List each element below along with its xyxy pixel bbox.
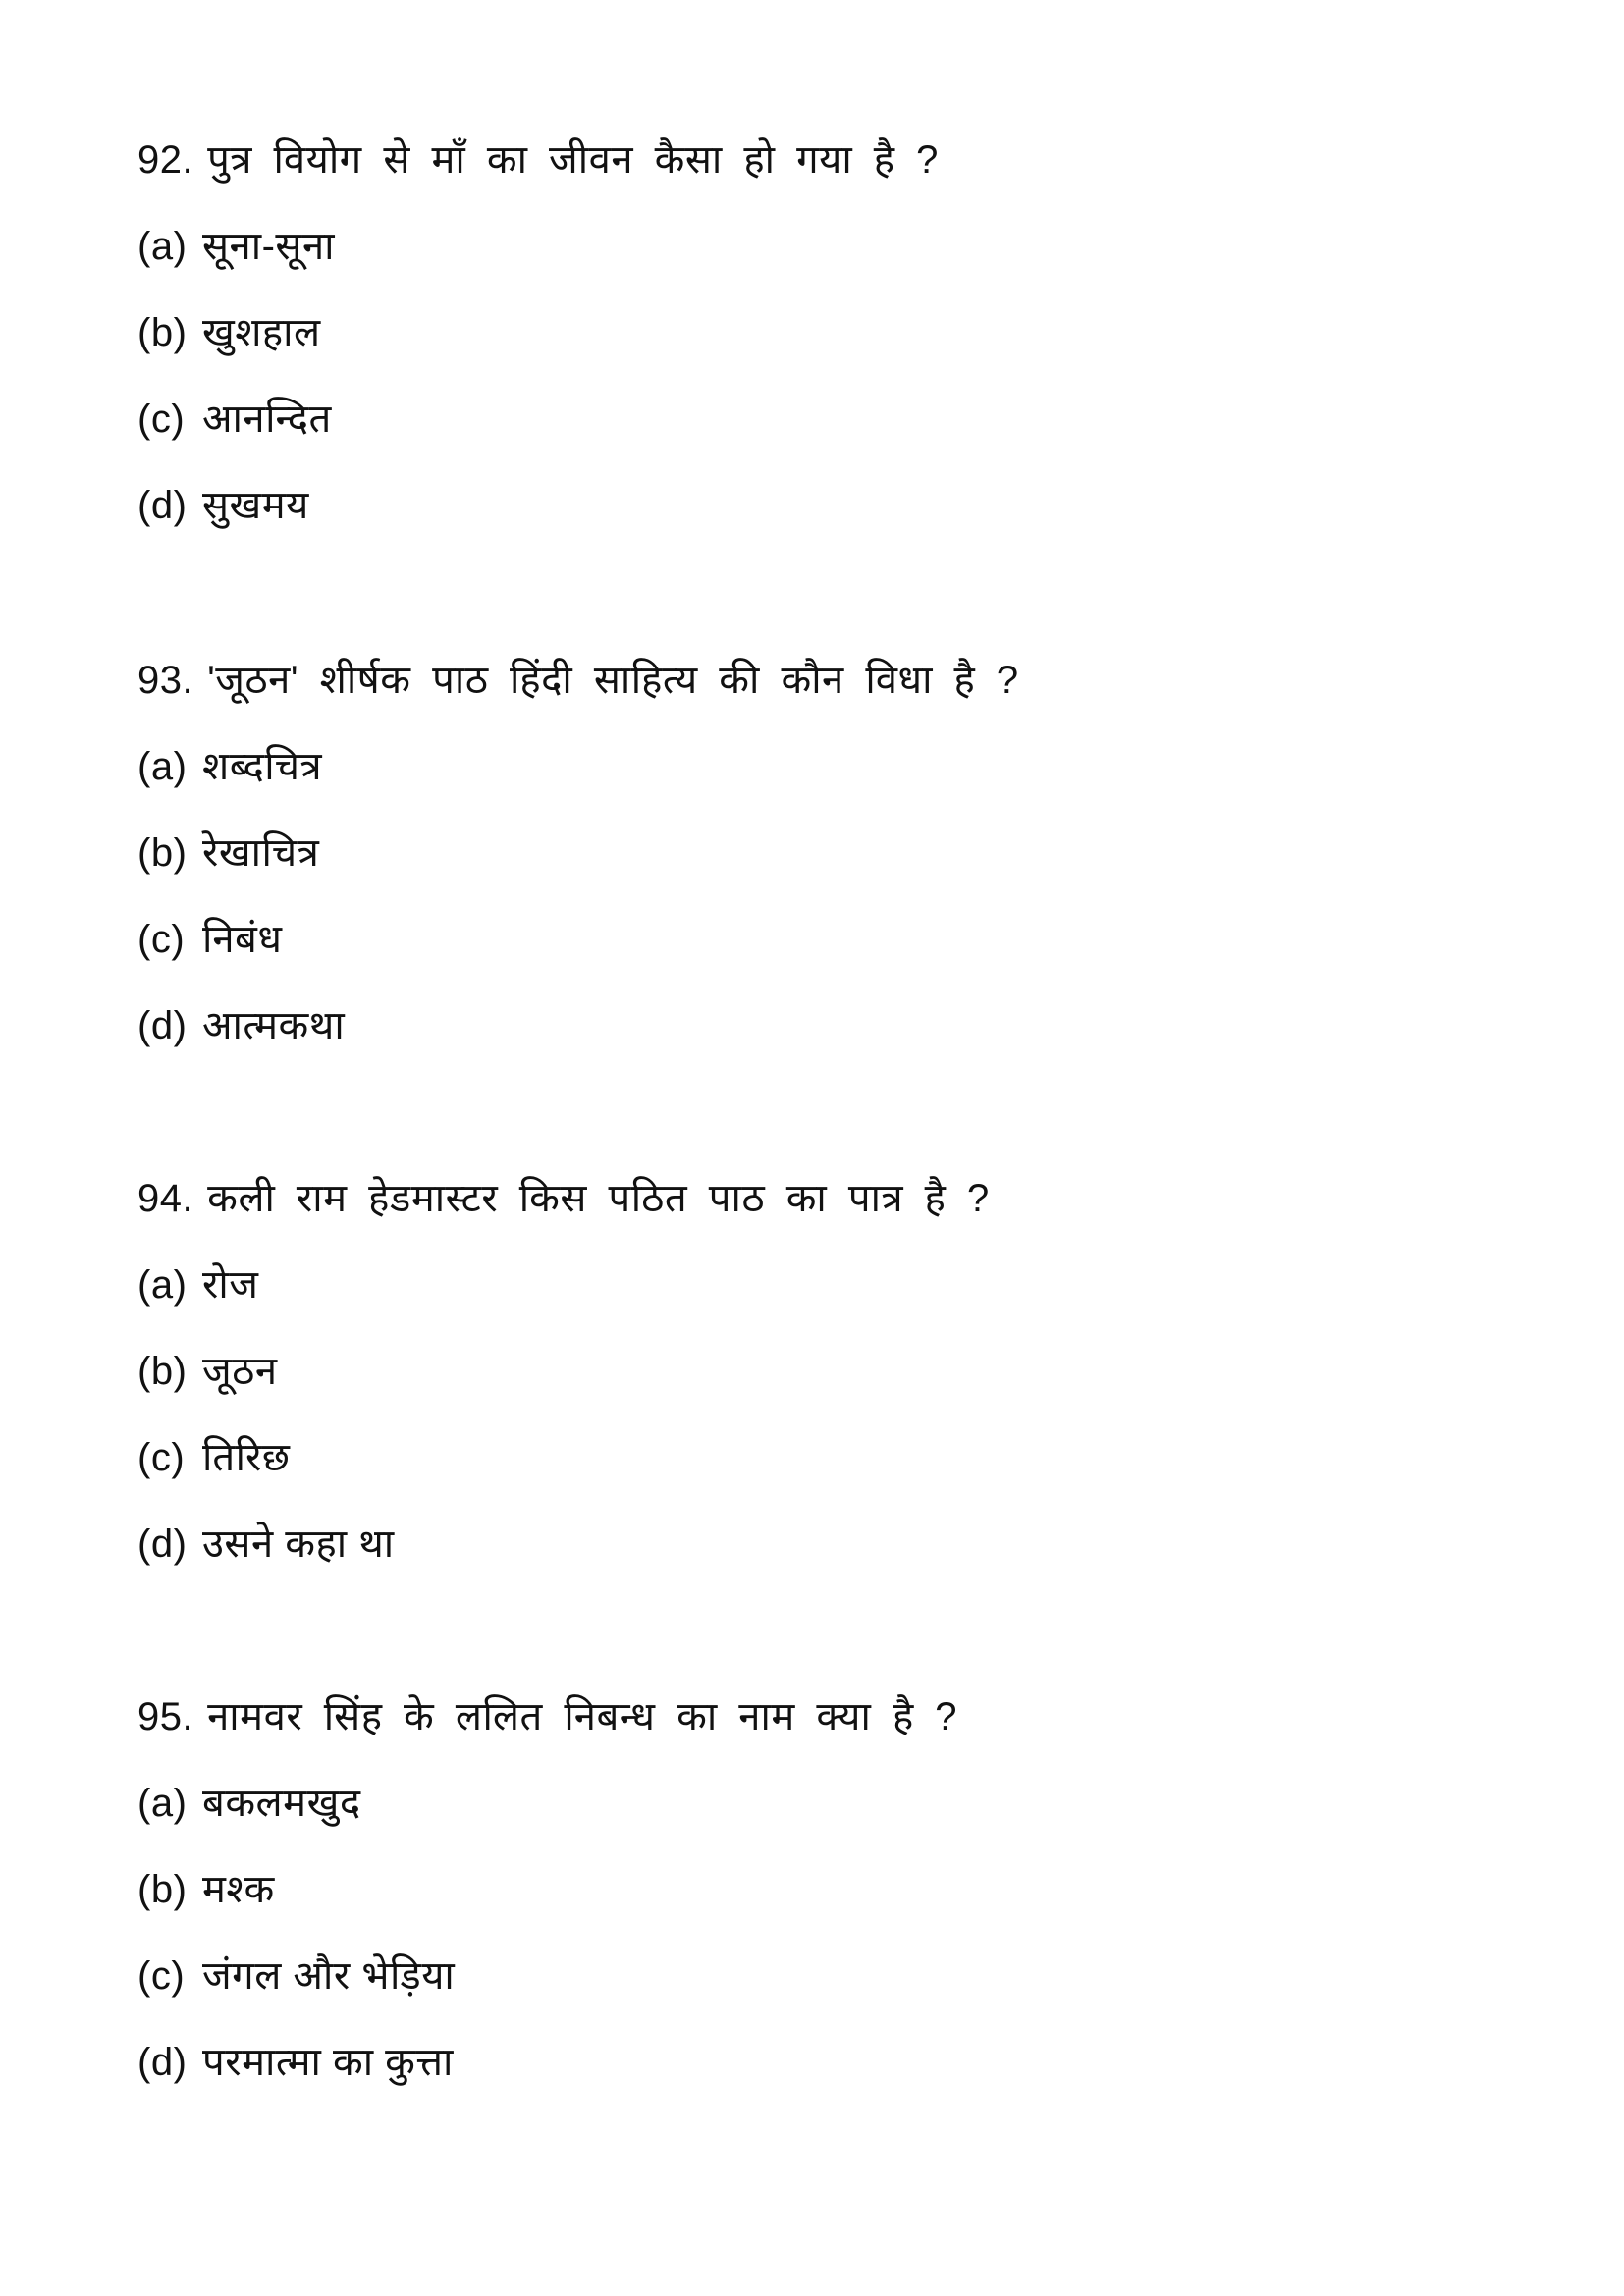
question-text: पुत्र वियोग से माँ का जीवन कैसा हो गया है ?: [207, 138, 939, 182]
question-stem: [137, 117, 1512, 203]
option-label: (b): [137, 311, 188, 354]
option-text: शब्दचित्र: [202, 745, 323, 788]
option-text: मश्क: [202, 1868, 275, 1911]
option-d: [137, 1501, 1512, 1587]
option-a: [137, 203, 1512, 290]
option-d: [137, 983, 1512, 1069]
option-label: (c): [137, 398, 186, 441]
question-text: 'जूठन' शीर्षक पाठ हिंदी साहित्य की कौन विधा है ?: [207, 659, 1019, 702]
option-b: [137, 1328, 1512, 1415]
question-stem: [137, 1674, 1512, 1760]
option-c: [137, 1415, 1512, 1501]
option-a: [137, 1760, 1512, 1846]
option-text: रोज: [202, 1263, 259, 1307]
question-94: [137, 1155, 1512, 1587]
option-text: खुशहाल: [202, 311, 321, 354]
option-c: [137, 376, 1512, 462]
option-text: जूठन: [202, 1350, 278, 1393]
option-text: उसने कहा था: [202, 1522, 395, 1566]
option-b: [137, 1846, 1512, 1933]
option-d: [137, 462, 1512, 549]
question-stem: [137, 1155, 1512, 1242]
option-label: (d): [137, 2041, 188, 2084]
option-label: (a): [137, 1782, 188, 1825]
option-label: (a): [137, 225, 188, 268]
option-c: [137, 896, 1512, 983]
question-text: नामवर सिंह के ललित निबन्ध का नाम क्या है ?: [207, 1695, 958, 1738]
option-text: आनन्दित: [202, 398, 332, 441]
option-text: रेखाचित्र: [202, 831, 320, 875]
option-b: [137, 810, 1512, 896]
option-text: जंगल और भेड़िया: [202, 1954, 456, 1998]
option-label: (d): [137, 1004, 188, 1047]
option-label: (d): [137, 484, 188, 527]
question-number: 92.: [137, 138, 194, 182]
question-95: [137, 1674, 1512, 2106]
option-label: (c): [137, 1436, 186, 1479]
option-b: [137, 290, 1512, 376]
question-number: 94.: [137, 1177, 194, 1220]
option-a: [137, 723, 1512, 810]
option-a: [137, 1242, 1512, 1328]
option-label: (c): [137, 1954, 186, 1998]
option-label: (b): [137, 1868, 188, 1911]
option-d: [137, 2019, 1512, 2106]
option-label: (b): [137, 1350, 188, 1393]
question-stem: [137, 637, 1512, 723]
option-text: आत्मकथा: [202, 1004, 346, 1047]
option-text: परमात्मा का कुत्ता: [202, 2041, 454, 2084]
option-label: (c): [137, 918, 186, 961]
option-c: [137, 1933, 1512, 2019]
question-number: 93.: [137, 659, 194, 702]
question-92: [137, 117, 1512, 549]
question-93: [137, 637, 1512, 1069]
option-label: (a): [137, 745, 188, 788]
option-text: बकलमखुद: [202, 1782, 361, 1825]
option-label: (d): [137, 1522, 188, 1566]
option-label: (a): [137, 1263, 188, 1307]
question-text: कली राम हेडमास्टर किस पठित पाठ का पात्र है ?: [207, 1177, 990, 1220]
option-text: निबंध: [202, 918, 283, 961]
option-label: (b): [137, 831, 188, 875]
option-text: सुखमय: [202, 484, 309, 527]
option-text: सूना-सूना: [202, 225, 336, 268]
question-number: 95.: [137, 1695, 194, 1738]
option-text: तिरिछ: [202, 1436, 291, 1479]
